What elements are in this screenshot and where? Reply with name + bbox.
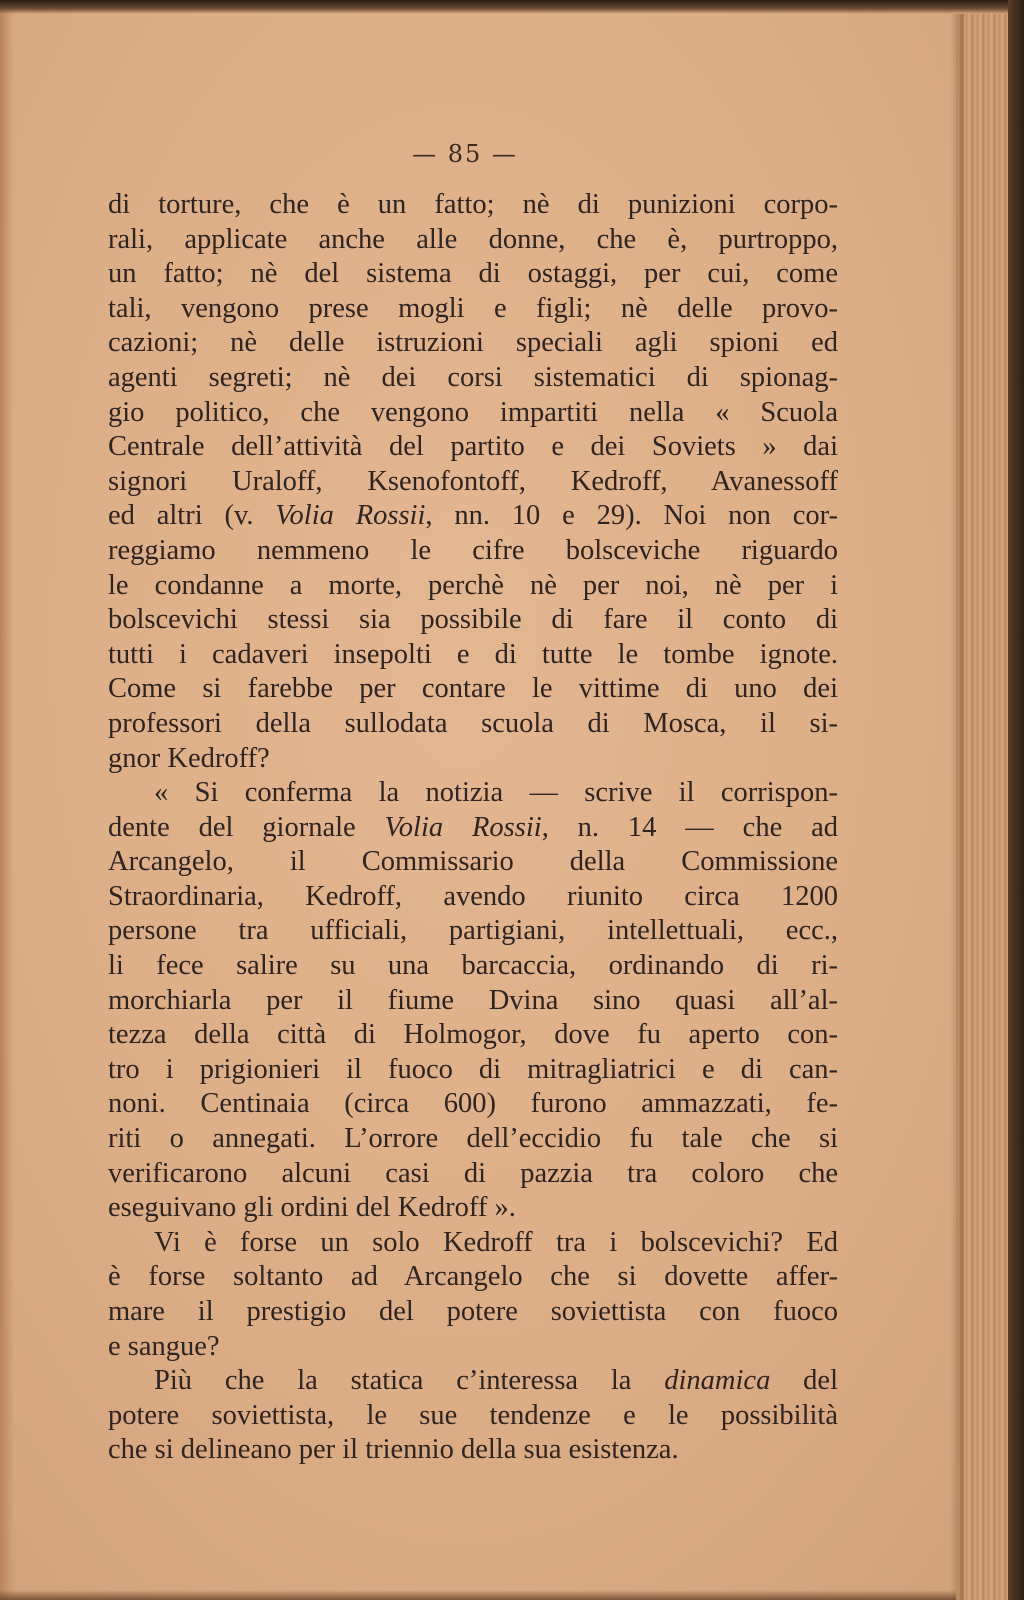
body-text [108, 188, 838, 1468]
page-number: — 85 — [412, 140, 518, 168]
text-fragment: li fece salire su una barcaccia, ordinando di ri- [108, 950, 838, 982]
text-line [108, 776, 838, 811]
text-line [108, 292, 838, 327]
text-fragment: gnor Kedroff? [108, 742, 270, 774]
text-line [108, 603, 838, 638]
text-line [108, 1191, 838, 1226]
text-line [108, 707, 838, 742]
text-fragment: rali, applicate anche alle donne, che è, purtroppo, [108, 223, 838, 255]
text-fragment: eseguivano gli ordini del Kedroff ». [108, 1192, 516, 1224]
text-fragment: cazioni; nè delle istruzioni speciali agli spioni ed [108, 327, 838, 359]
text-fragment: riti o annegati. L’orrore dell’eccidio fu tale che si [108, 1123, 838, 1155]
text-fragment: gio politico, che vengono impartiti nella « Scuola [108, 396, 838, 428]
text-fragment: reggiamo nemmeno le cifre bolsceviche riguardo [108, 534, 838, 566]
text-fragment: tezza della città di Holmogor, dove fu aperto con- [108, 1019, 838, 1051]
text-line [108, 811, 838, 846]
text-fragment: che si delineano per il triennio della sua esistenza. [108, 1434, 679, 1466]
text-fragment: Più che la statica c’interessa la [154, 1365, 665, 1397]
text-fragment: e sangue? [108, 1330, 220, 1362]
text-line [108, 914, 838, 949]
text-line [108, 1433, 838, 1468]
text-line [108, 1295, 838, 1330]
text-fragment: dente del giornale [108, 811, 385, 843]
text-line [108, 1399, 838, 1434]
page-top-edge [0, 0, 1024, 14]
text-line [108, 1053, 838, 1088]
text-fragment: un fatto; nè del sistema di ostaggi, per cui, come [108, 258, 838, 290]
text-fragment: Centrale dell’attività del partito e dei Soviets » dai [108, 431, 838, 463]
italic-title: Volia Rossii [384, 811, 542, 843]
text-line [108, 1330, 838, 1365]
text-fragment: tutti i cadaveri insepolti e di tutte le tombe ignote. [108, 638, 838, 670]
text-line [108, 638, 838, 673]
text-line [108, 1157, 838, 1192]
text-fragment: « Si conferma la notizia — scrive il corrispon- [154, 777, 838, 809]
text-line [108, 880, 838, 915]
text-fragment: Vi è forse un solo Kedroff tra i bolscevichi? Ed [154, 1226, 838, 1258]
text-fragment: mare il prestigio del potere soviettista con fuoco [108, 1296, 838, 1327]
text-fragment: verificarono alcuni casi di pazzia tra coloro che [108, 1157, 838, 1189]
text-fragment: le condanne a morte, perchè nè per noi, nè per i [108, 569, 838, 601]
text-line [108, 534, 838, 569]
page-gutter-shadow [950, 14, 964, 1600]
text-line [108, 465, 838, 500]
book-spine [1008, 0, 1024, 1600]
text-line [108, 326, 838, 361]
text-fragment: persone tra ufficiali, partigiani, intellettuali, ecc., [108, 915, 838, 947]
text-fragment: agenti segreti; nè dei corsi sistematici di spionag- [108, 361, 838, 393]
text-line [108, 1122, 838, 1157]
text-line [108, 672, 838, 707]
text-fragment: tro i prigionieri il fuoco di mitragliatrici e di can- [108, 1053, 838, 1085]
text-line [108, 1260, 838, 1295]
text-fragment: Come si farebbe per contare le vittime di uno dei [108, 673, 838, 705]
text-line [108, 499, 838, 534]
text-fragment: potere soviettista, le sue tendenze e le possibilità [108, 1399, 838, 1431]
text-line [108, 223, 838, 258]
text-line [108, 742, 838, 777]
text-line [108, 1087, 838, 1122]
text-line [108, 188, 838, 223]
text-fragment: è forse soltanto ad Arcangelo che si dovette affer- [108, 1261, 838, 1293]
text-fragment: , nn. 10 e 29). Noi non cor- [425, 500, 839, 532]
text-fragment: bolscevichi stessi sia possibile di fare il conto di [108, 604, 838, 636]
text-fragment: Arcangelo, il Commissario della Commissione [108, 846, 838, 878]
text-line [108, 984, 838, 1019]
text-line [108, 1226, 838, 1261]
text-fragment: Straordinaria, Kedroff, avendo riunito circa 1200 [108, 880, 838, 912]
text-fragment: morchiarla per il fiume Dvina sino quasi all’al- [108, 984, 838, 1016]
page-bottom-edge [0, 1590, 1024, 1600]
text-fragment: , n. 14 — che ad [541, 811, 839, 843]
text-line [108, 1364, 838, 1399]
italic-title: dinamica [664, 1365, 771, 1397]
italic-title: Volia Rossii [275, 500, 426, 532]
text-fragment: del [770, 1365, 838, 1397]
text-line [108, 361, 838, 396]
text-line [108, 569, 838, 604]
text-line [108, 257, 838, 292]
text-fragment: professori della sullodata scuola di Mosca, il si- [108, 707, 838, 739]
text-fragment: di torture, che è un fatto; nè di punizioni corpo- [108, 189, 838, 220]
text-fragment: ed altri (v. [108, 500, 276, 532]
text-fragment: signori Uraloff, Ksenofontoff, Kedroff, Avanessoff [108, 465, 838, 497]
text-line [108, 949, 838, 984]
text-line [108, 1018, 838, 1053]
text-fragment: tali, vengono prese mogli e figli; nè delle provo- [108, 292, 838, 324]
text-fragment: noni. Centinaia (circa 600) furono ammazzati, fe- [108, 1088, 838, 1120]
text-line [108, 396, 838, 431]
text-line [108, 430, 838, 465]
text-line [108, 845, 838, 880]
page-left-shading [0, 0, 14, 1600]
